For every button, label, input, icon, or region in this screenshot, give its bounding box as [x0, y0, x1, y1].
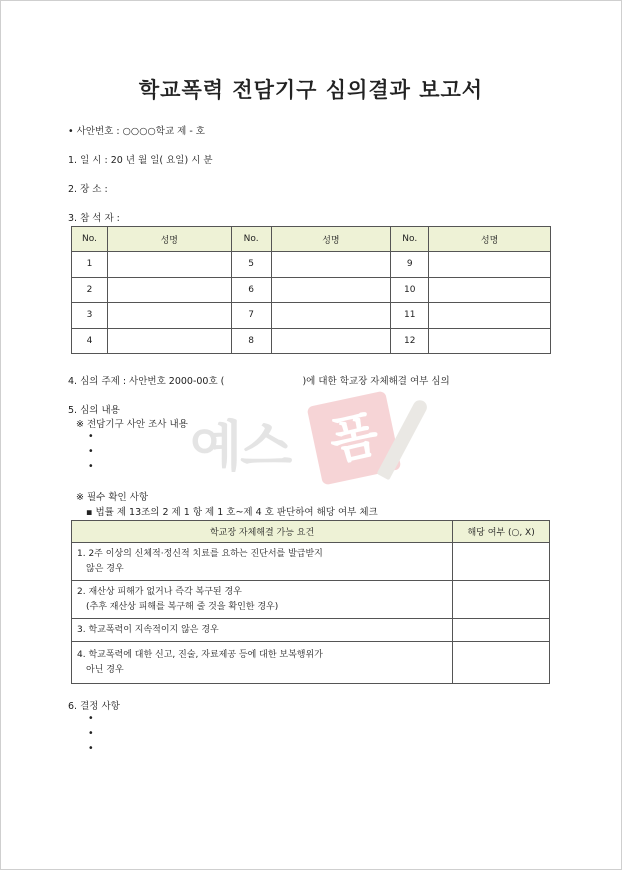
applicable-cell[interactable] [453, 642, 550, 684]
topic-line [68, 373, 450, 387]
watermark-text: 예스 [190, 415, 291, 478]
requirement-text-cont: (추후 재산상 피해를 복구해 줄 것을 확인한 경우) [86, 601, 279, 612]
table-row [72, 252, 551, 278]
place-line [68, 181, 108, 195]
list-item: • [88, 728, 94, 739]
attendees-label: 3. 참 석 자 : [68, 213, 120, 224]
content-label: 5. 심의 내용 [68, 405, 120, 416]
table-row [72, 277, 551, 303]
attendee-no: 8 [231, 328, 271, 354]
list-item: • [88, 743, 94, 754]
date-label: 1. 일 시 : [68, 155, 108, 166]
list-item: • [88, 446, 94, 457]
requirement-cell [72, 581, 453, 619]
case-number-value: ○○○○학교 제 - 호 [122, 126, 205, 137]
header-no: No. [391, 227, 429, 252]
header-name: 성명 [271, 227, 391, 252]
applicable-cell[interactable] [453, 581, 550, 619]
checklist-header-row [72, 521, 550, 543]
header-applicable: 해당 여부 (○, X) [453, 521, 550, 543]
attendee-name-cell[interactable] [107, 277, 231, 303]
applicable-cell[interactable] [453, 543, 550, 581]
case-number-line [68, 123, 205, 137]
case-number-label: 사안번호 : [76, 126, 120, 137]
attendee-name-cell[interactable] [429, 252, 551, 278]
attendee-name-cell[interactable] [107, 328, 231, 354]
table-row [72, 619, 550, 642]
page-title: 학교폭력 전담기구 심의결과 보고서 [138, 78, 484, 102]
requirement-text: 2. 재산상 피해가 없거나 즉각 복구된 경우 [77, 586, 242, 597]
table-row [72, 303, 551, 329]
attendee-name-cell[interactable] [107, 303, 231, 329]
table-row [72, 328, 551, 354]
date-line [68, 152, 213, 166]
header-no: No. [231, 227, 271, 252]
requirement-text: 3. 학교폭력이 지속적이지 않은 경우 [77, 624, 219, 635]
attendee-name-cell[interactable] [429, 303, 551, 329]
requirement-text: 4. 학교폭력에 대한 신고, 진술, 자료제공 등에 대한 보복행위가 [77, 649, 323, 660]
date-value: 20 년 월 일( 요일) 시 분 [110, 155, 213, 166]
list-item: • [88, 461, 94, 472]
attendee-no: 5 [231, 252, 271, 278]
checklist-table [71, 520, 550, 684]
requirement-text: 1. 2주 이상의 신체적·정신적 치료를 요하는 진단서를 발급받지 [77, 548, 323, 559]
watermark-stamp: 폼 [307, 391, 402, 486]
applicable-cell[interactable] [453, 619, 550, 642]
attendee-no: 11 [391, 303, 429, 329]
header-requirement: 학교장 자체해결 가능 요건 [72, 521, 453, 543]
requirement-cell [72, 619, 453, 642]
requirement-text-cont: 아닌 경우 [86, 664, 124, 675]
place-label: 2. 장 소 : [68, 184, 108, 195]
header-name: 성명 [107, 227, 231, 252]
attendee-name-cell[interactable] [429, 328, 551, 354]
attendees-table [71, 226, 551, 354]
requirement-cell [72, 543, 453, 581]
topic-suffix: )에 대한 학교장 자체해결 여부 심의 [302, 376, 450, 387]
table-row [72, 642, 550, 684]
attendee-no: 6 [231, 277, 271, 303]
required-title: ※ 필수 확인 사항 [76, 492, 149, 503]
bullet: • [68, 126, 74, 137]
attendee-no: 3 [72, 303, 108, 329]
investigation-label: ※ 전담기구 사안 조사 내용 [76, 419, 188, 430]
topic-label: 4. 심의 주제 : 사안번호 2000-00호 ( [68, 376, 225, 387]
attendee-no: 2 [72, 277, 108, 303]
attendee-name-cell[interactable] [107, 252, 231, 278]
attendee-no: 10 [391, 277, 429, 303]
requirement-cell [72, 642, 453, 684]
table-row [72, 581, 550, 619]
attendee-name-cell[interactable] [271, 277, 391, 303]
attendees-header-row [72, 227, 551, 252]
list-item: • [88, 713, 94, 724]
attendee-no: 9 [391, 252, 429, 278]
attendee-no: 1 [72, 252, 108, 278]
attendee-name-cell[interactable] [271, 252, 391, 278]
list-item: • [88, 431, 94, 442]
decision-label: 6. 결정 사항 [68, 701, 120, 712]
law-note: ▪ 법률 제 13조의 2 제 1 항 제 1 호~제 4 호 판단하여 해당 여부 체크 [86, 507, 378, 518]
attendee-no: 12 [391, 328, 429, 354]
attendee-no: 7 [231, 303, 271, 329]
attendee-name-cell[interactable] [271, 303, 391, 329]
header-name: 성명 [429, 227, 551, 252]
table-row [72, 543, 550, 581]
attendee-no: 4 [72, 328, 108, 354]
requirement-text-cont: 않은 경우 [86, 563, 124, 574]
header-no: No. [72, 227, 108, 252]
attendee-name-cell[interactable] [429, 277, 551, 303]
attendee-name-cell[interactable] [271, 328, 391, 354]
